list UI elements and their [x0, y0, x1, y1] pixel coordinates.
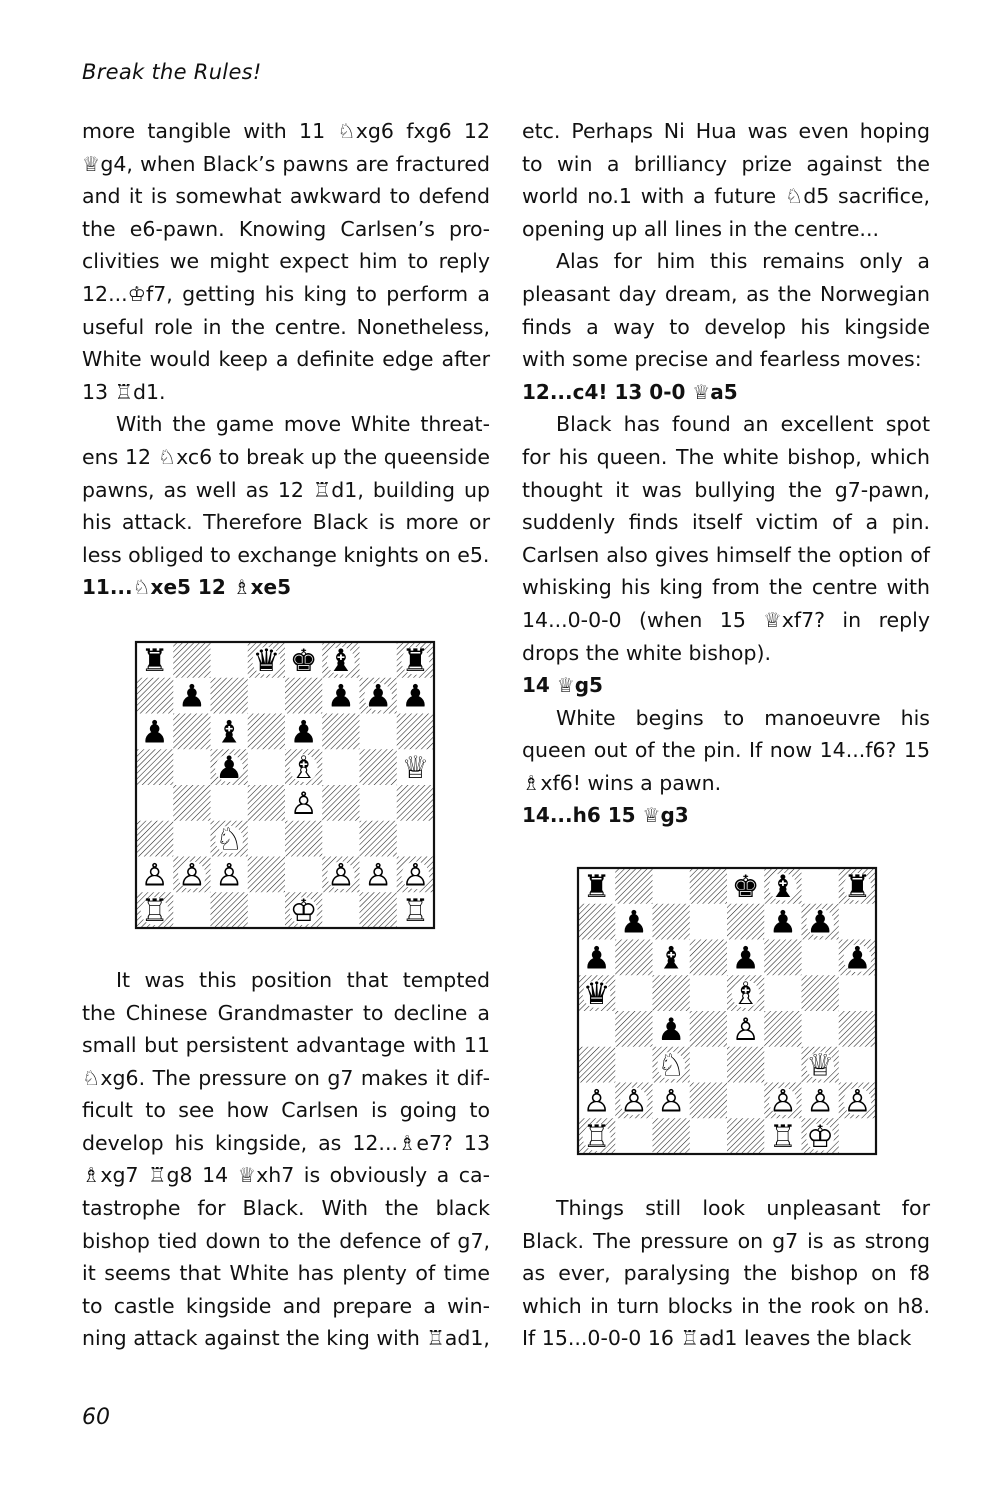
dark-square — [653, 904, 690, 940]
black-rook-icon: ♜ — [401, 642, 430, 679]
white-king-icon: ♔ — [289, 893, 318, 930]
dark-square — [802, 975, 839, 1011]
right-paragraph-1: etc. Perhaps Ni Hua was even hoping to win a brilliancy prize against the world no.1 with a future ♘d5 sacrifice, opening up all lines in the centre... — [522, 119, 930, 241]
white-queen-icon: ♕ — [401, 750, 430, 787]
dark-square — [578, 1047, 615, 1083]
white-pawn-icon: ♙ — [657, 1083, 686, 1120]
right-paragraph-3: Black has found an excellent spot for his queen. The white bishop, which thought it was bullying the g7-pawn, suddenly finds itself victim of a pin. Carlsen also gives himself the option of whisking his king from the centre with 14...0-0-0 (when 15 ♕xf7? in reply drops the white bishop). — [522, 412, 930, 665]
white-pawn-icon: ♙ — [731, 1011, 760, 1048]
black-pawn-icon: ♟ — [582, 940, 611, 977]
dark-square — [285, 678, 322, 714]
white-queen-icon: ♕ — [806, 1047, 835, 1084]
dark-square — [173, 642, 210, 678]
dark-square — [690, 1011, 727, 1047]
white-pawn-icon: ♙ — [582, 1083, 611, 1120]
white-rook-icon: ♖ — [582, 1119, 611, 1156]
black-bishop-icon: ♝ — [768, 868, 797, 905]
dark-square — [248, 856, 285, 892]
black-pawn-icon: ♟ — [619, 904, 648, 941]
diagram-2-container — [522, 832, 930, 1192]
white-pawn-icon: ♙ — [177, 857, 206, 894]
dark-square — [397, 713, 434, 749]
right-paragraph-5: Things still look unpleasant for Black. The pressure on g7 is as strong as ever, paralysing the bishop on f8 which in turn blocks in the rook on h8. If 15...0-0-0 16 ♖ad1 leaves the black — [522, 1196, 930, 1351]
dark-square — [136, 821, 173, 857]
white-pawn-icon: ♙ — [843, 1083, 872, 1120]
white-pawn-icon: ♙ — [364, 857, 393, 894]
black-king-icon: ♚ — [289, 642, 318, 679]
right-move-line-3: 14...h6 15 ♕g3 — [522, 803, 689, 828]
right-paragraph-4: White begins to manoeuvre his queen out of the pin. If now 14...f6? 15 ♗xf6! wins a pawn. — [522, 705, 930, 795]
dark-square — [578, 904, 615, 940]
dark-square — [322, 785, 359, 821]
dark-square — [615, 1011, 652, 1047]
dark-square — [653, 1118, 690, 1154]
dark-square — [211, 892, 248, 928]
black-pawn-icon: ♟ — [215, 750, 244, 787]
white-pawn-icon: ♙ — [768, 1083, 797, 1120]
dark-square — [615, 868, 652, 904]
white-pawn-icon: ♙ — [619, 1083, 648, 1120]
dark-square — [211, 678, 248, 714]
black-pawn-icon: ♟ — [806, 904, 835, 941]
white-knight-icon: ♘ — [657, 1047, 686, 1084]
white-rook-icon: ♖ — [140, 893, 169, 930]
dark-square — [173, 785, 210, 821]
diagram-1-container — [82, 604, 490, 964]
chess-diagram-1 — [134, 640, 436, 930]
dark-square — [285, 821, 322, 857]
right-move-line-1: 12...c4! 13 0-0 ♕a5 — [522, 379, 738, 404]
white-pawn-icon: ♙ — [326, 857, 355, 894]
black-bishop-icon: ♝ — [657, 940, 686, 977]
black-pawn-icon: ♟ — [140, 714, 169, 751]
dark-square — [690, 940, 727, 976]
white-king-icon: ♔ — [806, 1119, 835, 1156]
left-paragraph-2: With the game move White threatens 12 ♘xc6 to break up the queenside pawns, as well as 12 ♖d1, building up his attack. Therefore Black is more or less obliged to exchange knights on e5. — [82, 412, 490, 567]
black-pawn-icon: ♟ — [364, 678, 393, 715]
running-head: Break the Rules! — [82, 60, 262, 84]
dark-square — [615, 940, 652, 976]
left-move-line-1: 11...♘xe5 12 ♗xe5 — [82, 575, 292, 600]
black-rook-icon: ♜ — [843, 868, 872, 905]
right-move-line-2: 14 ♕g5 — [522, 673, 603, 698]
black-pawn-icon: ♟ — [401, 678, 430, 715]
white-bishop-icon: ♗ — [731, 976, 760, 1013]
white-rook-icon: ♖ — [768, 1119, 797, 1156]
black-pawn-icon: ♟ — [289, 714, 318, 751]
white-pawn-icon: ♙ — [806, 1083, 835, 1120]
black-queen-icon: ♛ — [582, 976, 611, 1013]
white-rook-icon: ♖ — [401, 893, 430, 930]
black-pawn-icon: ♟ — [731, 940, 760, 977]
dark-square — [727, 904, 764, 940]
dark-square — [764, 940, 801, 976]
black-pawn-icon: ♟ — [177, 678, 206, 715]
white-knight-icon: ♘ — [215, 821, 244, 858]
black-pawn-icon: ♟ — [657, 1011, 686, 1048]
dark-square — [136, 749, 173, 785]
white-pawn-icon: ♙ — [289, 785, 318, 822]
black-pawn-icon: ♟ — [326, 678, 355, 715]
dark-square — [397, 785, 434, 821]
dark-square — [690, 1083, 727, 1119]
black-rook-icon: ♜ — [140, 642, 169, 679]
white-bishop-icon: ♗ — [289, 750, 318, 787]
dark-square — [839, 1011, 876, 1047]
page-number: 60 — [82, 1405, 110, 1430]
dark-square — [248, 785, 285, 821]
black-rook-icon: ♜ — [582, 868, 611, 905]
chess-diagram-2 — [576, 866, 878, 1156]
dark-square — [173, 713, 210, 749]
dark-square — [690, 868, 727, 904]
dark-square — [136, 678, 173, 714]
white-pawn-icon: ♙ — [401, 857, 430, 894]
black-bishop-icon: ♝ — [326, 642, 355, 679]
dark-square — [360, 892, 397, 928]
black-queen-icon: ♛ — [252, 642, 281, 679]
dark-square — [653, 975, 690, 1011]
dark-square — [360, 821, 397, 857]
dark-square — [248, 713, 285, 749]
left-column — [82, 115, 490, 1355]
dark-square — [727, 1047, 764, 1083]
black-king-icon: ♚ — [731, 868, 760, 905]
dark-square — [360, 749, 397, 785]
white-pawn-icon: ♙ — [215, 857, 244, 894]
white-pawn-icon: ♙ — [140, 857, 169, 894]
dark-square — [727, 1118, 764, 1154]
right-column — [522, 115, 930, 1355]
left-paragraph-3: It was this position that tempted the Chinese Grandmaster to decline a small but persistent advantage with 11 ♘xg6. The pressure on g7 makes it difficult to see how Carlsen is going to develop his kingside, as 12...♗e7? 13 ♗xg7 ♖g8 14 ♕xh7 is obviously a catastrophe for Black. With the black bishop tied down to the defence of g7, it seems that White has plenty of time to castle kingside and prepare a winning attack against the king with ♖ad1, — [82, 967, 490, 1351]
black-bishop-icon: ♝ — [215, 714, 244, 751]
left-paragraph-1: more tangible with 11 ♘xg6 fxg6 12 ♕g4, when Black’s pawns are fractured and it is somewhat awkward to defend the e6-pawn. Knowing Carlsen’s proclivities we might expect him to reply 12...♔f7, getting his king to perform a useful role in the centre. Nonetheless, White would keep a definite edge after 13 ♖d1. — [82, 119, 490, 404]
dark-square — [322, 713, 359, 749]
black-pawn-icon: ♟ — [843, 940, 872, 977]
dark-square — [764, 1011, 801, 1047]
right-paragraph-2: Alas for him this remains only a pleasant day dream, as the Norwegian finds a way to develop his kingside with some precise and fearless moves: — [522, 249, 930, 372]
black-pawn-icon: ♟ — [768, 904, 797, 941]
